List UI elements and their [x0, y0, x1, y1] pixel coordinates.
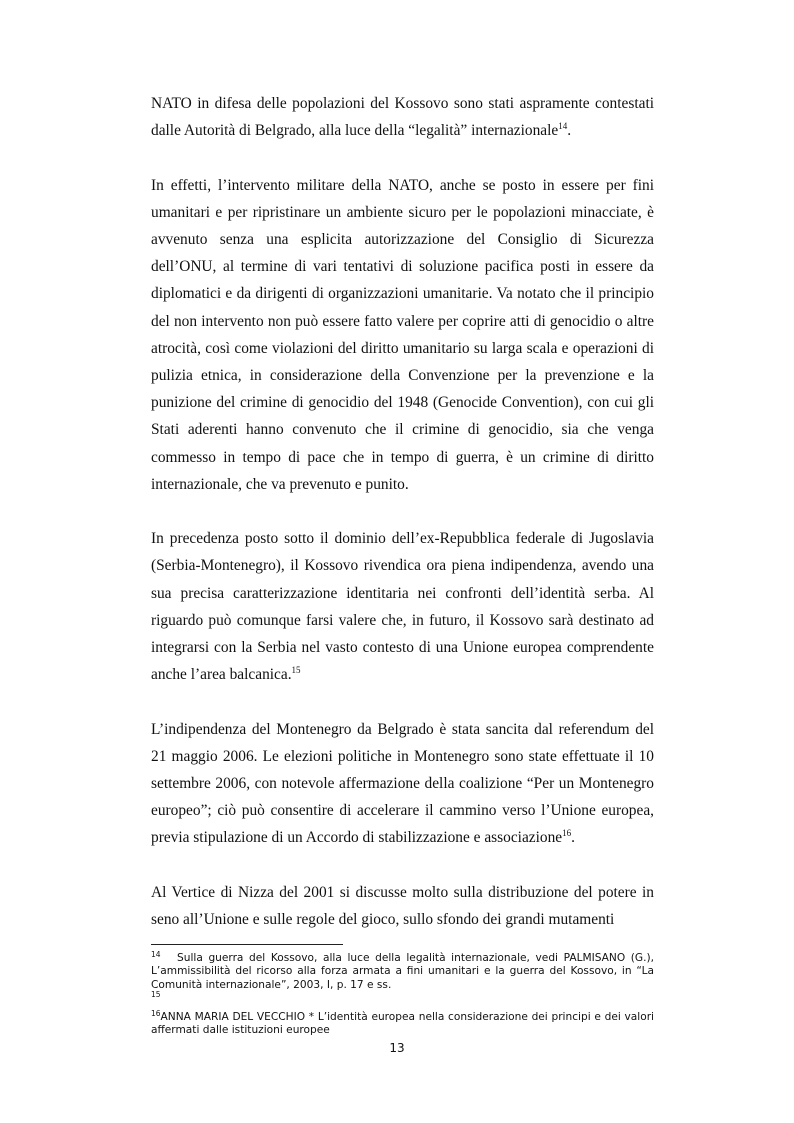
paragraph-text: Al Vertice di Nizza del 2001 si discusse molto sulla distribuzione del potere in seno all’Unione e sulle regole del gioco, sullo sfondo dei grandi mutamenti [151, 883, 654, 929]
paragraph-text: In effetti, l’intervento militare della NATO, anche se posto in essere per fini umanitari e per ripristinare un ambiente sicuro per le popolazioni minacciate, è avvenuto senza una esplicita autorizzazione del Consiglio di Sicurezza dell’ONU, al termine di vari tentativi di soluzione pacifica posti in essere da diplomatici e da dirigenti di organizzazioni umanitarie. Va notato che il principio del non intervento non può essere fatto valere per coprire atti di genocidio o altre atrocità, così come violazioni del diritto umanitario su larga scala e operazioni di pulizia etnica, in considerazione della Convenzione per la prevenzione e la punizione del crimine di genocidio del 1948 (Genocide Convention), con cui gli Stati aderenti hanno convenuto che il crimine di genocidio, sia che venga commesso in tempo di pace che in tempo di guerra, è un crimine di diritto internazionale, che va prevenuto e punito. [151, 176, 654, 493]
paragraph [151, 90, 654, 144]
footnote-separator [151, 944, 343, 945]
paragraph [151, 525, 654, 688]
paragraph-text: L’indipendenza del Montenegro da Belgrado è stata sancita dal referendum del 21 maggio 2006. Le elezioni politiche in Montenegro sono state effettuate il 10 settembre 2006, con notevole affermazione della coalizione “Per un Montenegro europeo”; ciò può consentire di accelerare il cammino verso l’Unione europea, previa stipulazione di un Accordo di stabilizzazione e associazione [151, 720, 654, 847]
footnote-text: ANNA MARIA DEL VECCHIO * L’identità europea nella considerazione dei principi e dei valori affermati dalle istituzioni europee [151, 1010, 654, 1037]
footnote-ref: 15 [291, 665, 301, 676]
paragraph-text: . [571, 829, 575, 847]
paragraph [151, 172, 654, 498]
footnote-number: 16 [151, 1008, 161, 1018]
footnote-text: Sulla guerra del Kossovo, alla luce della legalità internazionale, vedi PALMISANO (G.), L’ammissibilità del ricorso alla forza armata a fini umanitari e la guerra del Kossovo, in “La Comunità internazionale”, 2003, I, p. 17 e ss. [151, 952, 654, 991]
paragraph [151, 716, 654, 852]
page-number: 13 [389, 1041, 405, 1055]
footnote-ref: 14 [558, 121, 568, 132]
footnote [151, 992, 654, 1005]
footnote [151, 1008, 654, 1038]
paragraph-text: NATO in difesa delle popolazioni del Kossovo sono stati aspramente contestati dalle Autorità di Belgrado, alla luce della “legalità” internazionale [151, 95, 654, 140]
paragraph-text: . [567, 122, 572, 140]
footnote: 14 Sulla guerra del Kossovo, alla luce della legalità internazionale, vedi PALMISANO (G.), L’ammissibilità del ricorso alla forza armata a fini umanitari e la guerra del Kossovo, in “La Comunità internazionale”, 2003, I, p. 17 e ss. [151, 950, 654, 991]
footnotes [151, 952, 654, 1037]
body-text [151, 90, 654, 960]
paragraph [151, 879, 654, 933]
paragraph-text: In precedenza posto sotto il dominio dell’ex-Repubblica federale di Jugoslavia (Serbia-Montenegro), il Kossovo rivendica ora piena indipendenza, avendo una sua precisa caratterizzazione identitaria nei confronti dell’identità serba. Al riguardo può comunque farsi valere che, in futuro, il Kossovo sarà destinato ad integrarsi con la Serbia nel vasto contesto di una Unione europea comprendente anche l’area balcanica. [151, 530, 654, 684]
footnote-number: 15 [151, 990, 161, 1000]
footnote-ref: 16 [562, 828, 572, 839]
